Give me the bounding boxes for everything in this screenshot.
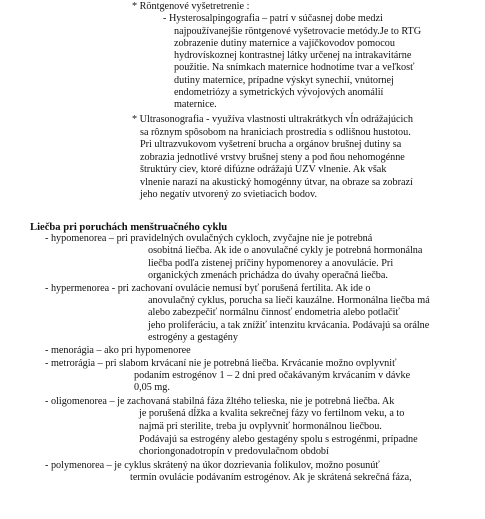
text-line: organických zmenách prichádza do úvahy operačná liečba. <box>148 270 388 281</box>
text-line: 0,05 mg. <box>134 382 170 393</box>
text-line: - oligomenorea – je zachovaná stabilná fáza žltého telieska, nie je potrebná liečba. Ak <box>45 396 395 407</box>
text-line: sa rôznym spôsobom na hraniciach prostredia s odlišnou hustotou. <box>140 127 411 138</box>
text-line: jeho proliferáciu, a tak znížiť intenzitu krvácania. Podávajú sa orálne <box>148 320 430 331</box>
text-line: - hypermenorea - pri zachovaní ovulácie nemusí byť porušená fertilita. Ak ide o <box>45 283 371 294</box>
text-line: * Ultrasonografia - využíva vlastnosti ultrakrátkych vĺn odrážajúcich <box>132 114 413 125</box>
text-line: podaním estrogénov 1 – 2 dni pred očakávaným krvácaním v dávke <box>134 370 411 381</box>
text-line: jeho negatív utvorený zo svietiacich bodov. <box>140 189 318 200</box>
section-heading: Liečba pri poruchách menštruačného cyklu <box>30 222 228 233</box>
text-line: osobitná liečba. Ak ide o anovulačné cykly je potrebná hormonálna <box>148 245 423 256</box>
text-line: - polymenorea – je cyklus skrátený na úkor dozrievania folikulov, možno posunúť <box>45 460 380 471</box>
text-line: liečba podľa zistenej príčiny hypomenorey a anovulácie. Pri <box>148 258 394 269</box>
text-line: Pri ultrazvukovom vyšetrení brucha a orgánov brušnej dutiny sa <box>140 139 402 150</box>
text-line: - hypomenorea – pri pravidelných ovulačných cykloch, zvyčajne nie je potrebná <box>45 233 373 244</box>
text-line: endometriózy a symetrických vývojových anomálií <box>174 87 384 98</box>
text-line: je porušená dĺžka a kvalita sekrečnej fázy vo fertilnom veku, a to <box>139 408 405 419</box>
text-line: najmä pri sterilite, treba ju ovplyvniť hormonálnou liečbou. <box>139 421 382 432</box>
text-line: termín ovulácie podávaním estrogénov. Ak je skrátená sekrečná fáza, <box>130 472 412 483</box>
text-line: použitie. Na snímkach maternice hodnotíme tvar a veľkosť <box>174 62 415 73</box>
text-line: - Hysterosalpingografia – patrí v súčasnej dobe medzi <box>163 13 383 24</box>
text-line: vlnenie narazí na akustický homogénny útvar, na obraze sa zobrazí <box>140 177 413 188</box>
text-line: najpoužívanejšie röntgenové vyšetrovacie metódy.Je to RTG <box>174 26 422 37</box>
text-line: zobrazia jednotlivé vrstvy brušnej steny a pod ňou nehomogénne <box>140 152 405 163</box>
text-line: maternice. <box>174 99 217 110</box>
text-line: choriongonadotropín v predovulačnom období <box>139 446 329 457</box>
text-line: anovulačný cyklus, porucha sa lieči kauzálne. Hormonálna liečba má <box>148 295 430 306</box>
text-line: dutiny maternice, prípadne výskyt synechií, vnútornej <box>174 75 394 86</box>
text-line: alebo zabezpečiť normálnu činnosť endometria alebo potlačiť <box>148 307 400 318</box>
text-line: hydrovískoznej kontrastnej látky určenej na intrakavitárne <box>174 50 412 61</box>
text-line: * Röntgenové vyšetretrenie : <box>132 1 250 12</box>
text-line: estrogény a gestagény <box>148 332 238 343</box>
text-line: Podávajú sa estrogény alebo gestagény spolu s estrogénmi, prípadne <box>139 434 418 445</box>
text-line: štruktúry ciev, ktoré difúzne odrážajú UZV vlnenie. Ak však <box>140 164 387 175</box>
text-line: zobrazenie dutiny maternice a vajíčkovodov pomocou <box>174 38 395 49</box>
text-line: - metrorágia – pri slabom krvácaní nie je potrebná liečba. Krvácanie možno ovplyvniť <box>45 358 397 369</box>
text-line: - menorágia – ako pri hypomenoree <box>45 345 191 356</box>
